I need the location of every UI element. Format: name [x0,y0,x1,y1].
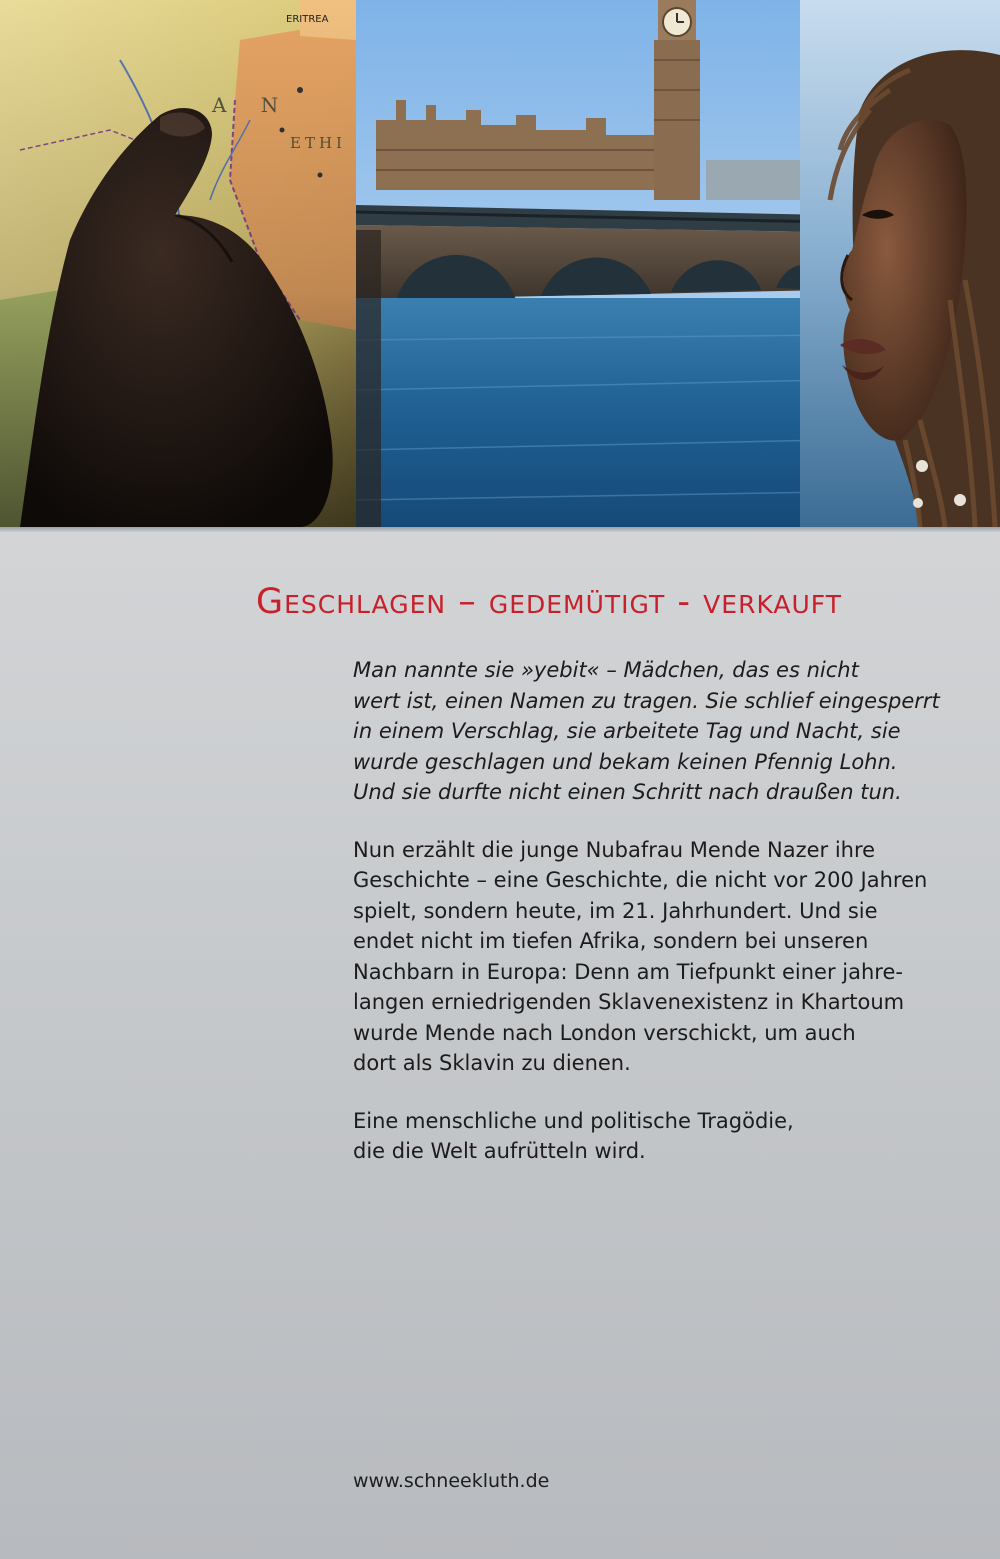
headline: Geschlagen – gedemütigt - verkauft [256,582,843,622]
woman-portrait-photo [800,0,1000,527]
photo-divider [0,527,1000,533]
map-photo [0,0,356,527]
blurb [353,655,953,1167]
westminster-photo [356,0,830,527]
body-paragraph: Nun erzählt die junge Nubafrau Mende Nazer ihre Geschichte – eine Geschichte, die nicht vor 200 Jahren spielt, sondern heute, im 21. Jahrhundert. Und sie endet nicht im tiefen Afrika, sondern bei unseren Nachbarn in Europa: Denn am Tiefpunkt einer jahre- langen erniedrigenden Sklavenexistenz in Khartoum wurde Mende nach London verschickt, um auch dort als Sklavin zu dienen. [353,837,928,1075]
closing-paragraph: Eine menschliche und politische Tragödie, die die Welt aufrütteln wird. [353,1108,794,1163]
teaser-paragraph: Man nannte sie »yebit« – Mädchen, das es nicht wert ist, einen Namen zu tragen. Sie schlief eingesperrt in einem Verschlag, sie arbeitete Tag und Nacht, sie wurde geschlagen und bekam keinen Pfennig Lohn. Und sie durfte nicht einen Schritt nach draußen tun. [353,658,940,804]
publisher-website: www.schneekluth.de [353,1470,550,1492]
photo-collage [0,0,1000,527]
